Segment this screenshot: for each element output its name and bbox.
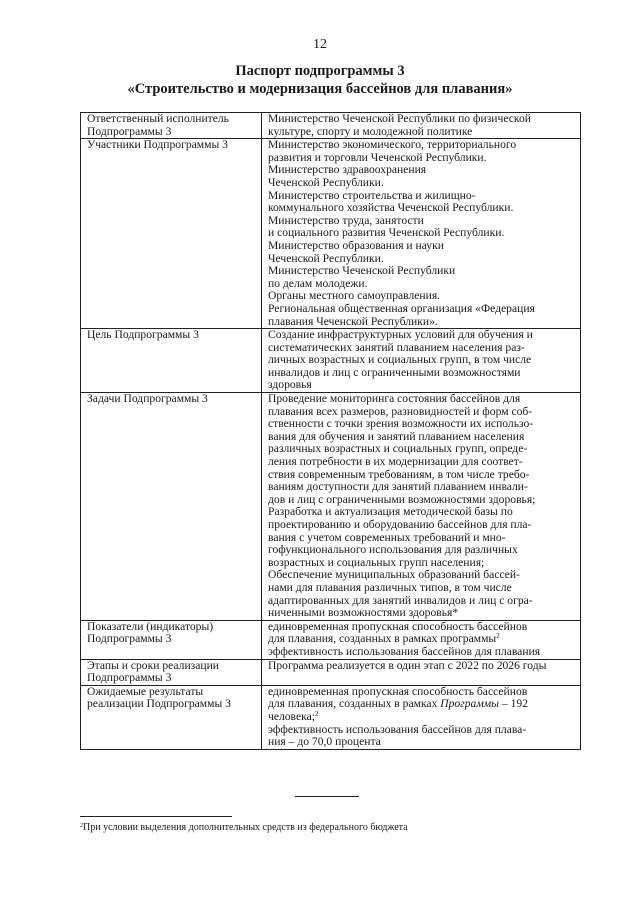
value-line: ления потребности в их модернизации для соответ-	[268, 455, 523, 469]
value-line: коммунального хозяйства Чеченской Республики.	[268, 201, 514, 215]
footnote-reference: 2	[314, 709, 319, 718]
value-line	[268, 711, 576, 724]
value-line: Региональная общественная организация «Федерация	[268, 301, 535, 315]
value-italic: Программы	[440, 697, 499, 711]
value-line: Министерство строительства и жилищно-	[268, 188, 476, 202]
row-value	[262, 393, 581, 621]
row-value	[262, 139, 581, 329]
value-line: дов и лиц с ограниченными возможностями здоровья;	[268, 492, 536, 506]
row-value	[262, 620, 581, 659]
label-line: Ответственный исполнитель	[87, 112, 229, 125]
label-line: Ожидаемые результаты	[87, 684, 204, 698]
table-row	[81, 139, 581, 329]
section-separator	[295, 796, 359, 797]
value-line: проектированию и оборудованию бассейнов для пла-	[268, 518, 532, 531]
table-row	[81, 685, 581, 749]
value-line: по делам молодежи.	[268, 276, 368, 290]
row-label	[81, 685, 262, 749]
document-title	[0, 62, 640, 98]
row-label	[81, 659, 262, 685]
value-line: Министерство образования и науки	[268, 238, 444, 252]
value-line: единовременная пропускная способность бассейнов	[268, 684, 528, 698]
value-line: культуре, спорту и молодежной политике	[268, 124, 473, 138]
value-line: Программа реализуется в один этап с 2022 по 2026 годы	[268, 658, 547, 672]
value-line: вания с учетом современных требований и мно-	[268, 530, 506, 544]
value-line: Чеченской Республики.	[268, 175, 384, 189]
footnote-reference: 2	[496, 632, 500, 641]
value-line: и социального развития Чеченской Республики.	[268, 226, 505, 240]
value-line: плавания Чеченской Республики».	[268, 314, 438, 328]
label-line: Участники Подпрограммы 3	[87, 138, 228, 152]
row-label	[81, 139, 262, 329]
label-line: реализации Подпрограммы 3	[87, 697, 231, 711]
label-line: Задачи Подпрограммы 3	[87, 392, 208, 406]
table-row	[81, 113, 581, 139]
value-text: для плавания, созданных в рамках программы	[268, 632, 497, 646]
value-line: Министерство здравоохранения	[268, 163, 427, 177]
value-line: ниченными возможностями здоровья*	[268, 606, 459, 620]
value-text: человека;	[268, 709, 315, 723]
value-line: единовременная пропускная способность бассейнов	[268, 619, 528, 633]
page-number: 12	[313, 37, 327, 52]
value-line: Министерство Чеченской Республики	[268, 264, 456, 278]
value-text: для плавания, созданных в рамках	[268, 697, 441, 711]
footnote	[80, 822, 408, 833]
value-line: Создание инфраструктурных условий для обучения и	[268, 328, 533, 342]
value-line: Проведение мониторинга состояния бассейнов для	[268, 392, 521, 406]
title-line-1: Паспорт подпрограммы 3	[235, 63, 405, 79]
value-line: Органы местного самоуправления.	[268, 289, 441, 303]
value-line: нами для плавания различных типов, в том числе	[268, 580, 512, 594]
value-line: ваниям доступности для занятий плаванием инвали-	[268, 480, 528, 494]
value-line: гофункционального использования для различных	[268, 543, 518, 557]
row-label	[81, 393, 262, 621]
value-line: Обеспечение муниципальных образований бассей-	[268, 568, 520, 582]
row-value	[262, 659, 581, 685]
value-line: личных возрастных и социальных групп, в том числе	[268, 353, 532, 367]
value-line: различных возрастных и социальных групп, опреде-	[268, 442, 528, 456]
value-line: здоровья	[268, 378, 312, 392]
value-line: ствия современным требованиям, в том числе требо-	[268, 467, 530, 481]
value-line: Министерство труда, занятости	[268, 213, 424, 227]
value-line: возрастных и социальных групп населения;	[268, 555, 485, 569]
value-line: ния – до 70,0 процента	[268, 735, 381, 749]
label-line: Подпрограммы 3	[87, 124, 172, 138]
value-line: инвалидов и лиц с ограниченными возможностями	[268, 365, 521, 379]
footnote-rule	[80, 816, 232, 817]
table-row	[81, 329, 581, 393]
value-line: вания для обучения и занятий плаванием населения	[268, 429, 525, 443]
label-line: Подпрограммы 3	[87, 632, 172, 646]
label-line: Подпрограммы 3	[87, 671, 172, 685]
row-label	[81, 329, 262, 393]
value-line: адаптированных для занятий инвалидов и лиц с огра-	[268, 593, 533, 607]
value-line: ственности с точки зрения возможности их использо-	[268, 417, 534, 431]
passport-table	[80, 112, 581, 750]
label-line: Этапы и сроки реализации	[87, 658, 219, 672]
value-line: Министерство Чеченской Республики по физической	[268, 112, 531, 125]
row-value	[262, 329, 581, 393]
footnote-marker: 2	[80, 823, 83, 829]
value-line: Разработка и актуализация методической базы по	[268, 505, 513, 519]
table-row	[81, 620, 581, 659]
label-line: Показатели (индикаторы)	[87, 619, 214, 633]
row-value	[262, 685, 581, 749]
value-line: Министерство экономического, территориального	[268, 138, 517, 152]
row-label	[81, 620, 262, 659]
row-label	[81, 113, 262, 139]
value-line: Чеченской Республики.	[268, 251, 384, 265]
row-value	[262, 113, 581, 139]
value-line: эффективность использования бассейнов для плавания	[268, 644, 541, 658]
footnote-text: При условии выделения дополнительных средств из федерального бюджета	[83, 822, 408, 833]
table-row	[81, 393, 581, 621]
value-line: развития и торговли Чеченской Республики.	[268, 150, 487, 164]
value-line: систематических занятий плаванием населения раз-	[268, 340, 525, 354]
value-text-after: – 192	[499, 697, 528, 711]
label-line: Цель Подпрограммы 3	[87, 328, 199, 342]
value-line: плавания всех размеров, разновидностей и форм соб-	[268, 404, 533, 418]
table-row	[81, 659, 581, 685]
title-line-2: «Строительство и модернизация бассейнов для плавания»	[127, 81, 513, 97]
value-line: эффективность использования бассейнов для плава-	[268, 722, 527, 736]
